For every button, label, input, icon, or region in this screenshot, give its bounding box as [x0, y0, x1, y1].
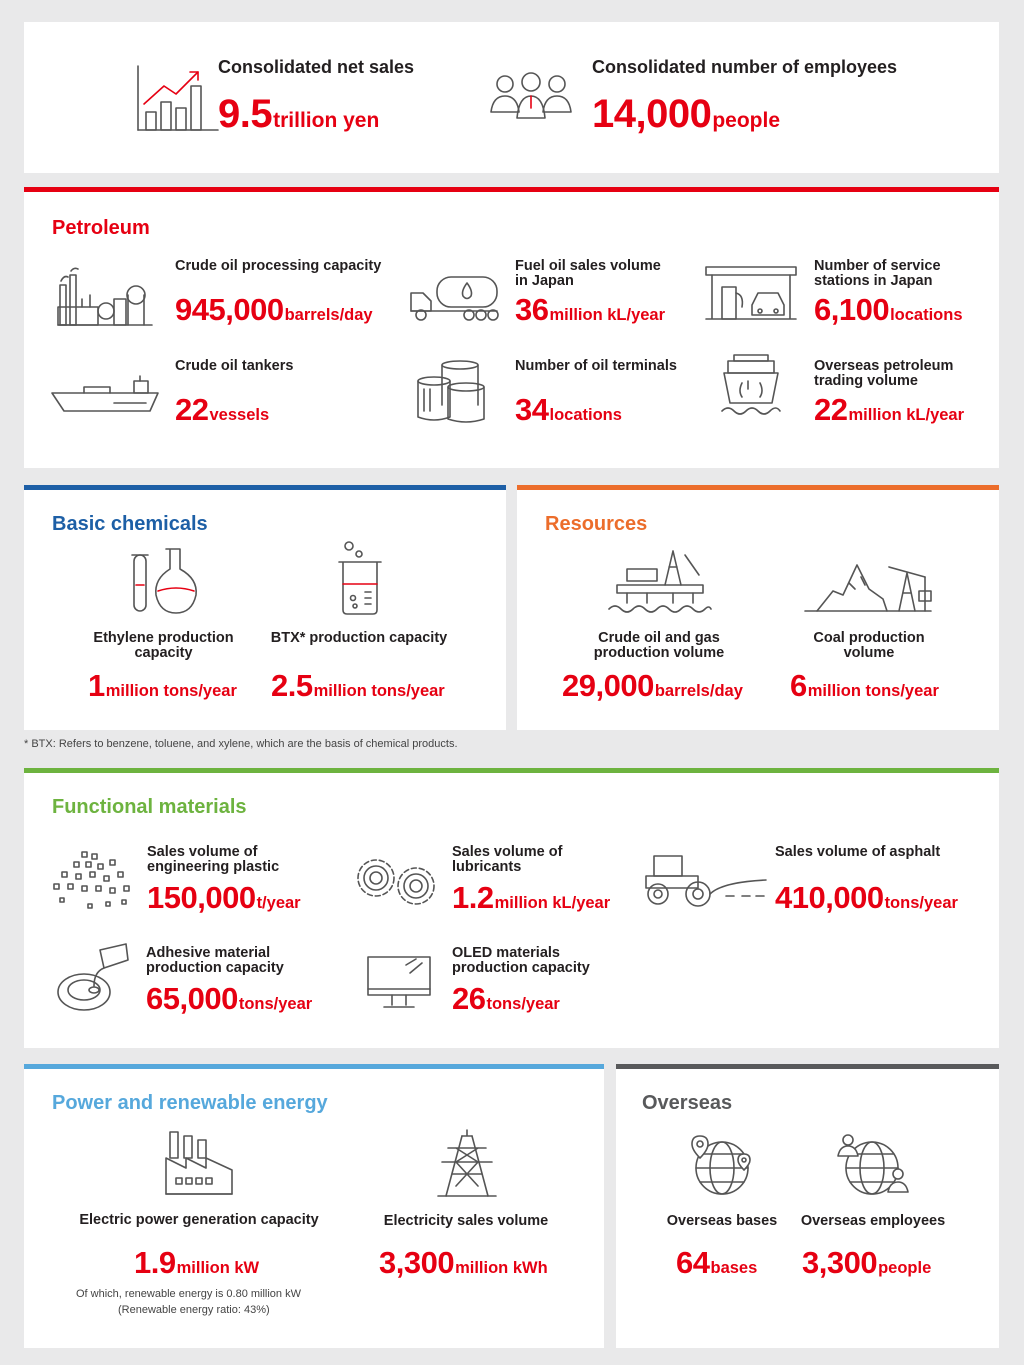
petro-item-5-value: 34locations [515, 392, 622, 427]
fm-item-2-value: 1.2million kL/year [452, 880, 611, 915]
sales-label: Consolidated net sales [218, 57, 415, 77]
tanker-truck-icon [409, 275, 499, 323]
power-card [24, 1064, 604, 1348]
res-item-1-label: Crude oil and gas production volume [593, 630, 725, 661]
fm-item-2-label: Sales volume of lubricants [452, 844, 563, 875]
renewable-note-2: (Renewable energy ratio: 43%) [118, 1304, 270, 1316]
petroleum-card [24, 187, 999, 468]
functional-materials-title: Functional materials [52, 796, 247, 818]
overseas-item-2-value: 3,300people [802, 1245, 932, 1280]
power-accent-bar [24, 1064, 604, 1069]
offshore-platform-icon [607, 549, 713, 615]
fm-item-3-label: Sales volume of asphalt [775, 844, 941, 860]
petro-item-4-label: Crude oil tankers [175, 358, 294, 374]
chem-item-1-label: Ethylene production capacity [93, 630, 234, 661]
fm-item-3-value: 410,000tons/year [775, 880, 958, 915]
petroleum-title: Petroleum [52, 217, 150, 239]
petro-item-6-label: Overseas petroleum trading volume [814, 358, 954, 389]
power-item-1-label: Electric power generation capacity [79, 1212, 319, 1228]
power-plant-icon [164, 1130, 234, 1196]
fm-item-5-label: OLED materials production capacity [452, 945, 590, 976]
basic-chemicals-card [24, 485, 506, 730]
globe-location-icon [688, 1134, 758, 1198]
res-item-2-label: Coal production volume [813, 630, 925, 661]
adhesive-pour-icon [54, 946, 130, 1016]
chem-item-2-value: 2.5million tons/year [271, 668, 445, 703]
power-title: Power and renewable energy [52, 1092, 328, 1114]
overseas-item-1-value: 64bases [676, 1245, 758, 1280]
renewable-note-1: Of which, renewable energy is 0.80 million kW [76, 1288, 301, 1300]
refinery-icon [56, 265, 154, 327]
petro-item-5-label: Number of oil terminals [515, 358, 677, 374]
road-roller-icon [642, 852, 767, 910]
overseas-item-2-label: Overseas employees [800, 1213, 946, 1229]
transmission-tower-icon [432, 1128, 502, 1198]
service-station-icon [704, 265, 799, 321]
functional-materials-accent-bar [24, 768, 999, 773]
fm-item-1-value: 150,000t/year [147, 880, 301, 915]
res-item-1-value: 29,000barrels/day [562, 668, 743, 703]
petro-item-4-value: 22vessels [175, 392, 270, 427]
overseas-title: Overseas [642, 1092, 733, 1114]
power-item-2-label: Electricity sales volume [383, 1213, 549, 1229]
petro-item-2-label: Fuel oil sales volume in Japan [515, 258, 661, 289]
employees-label: Consolidated number of employees [592, 57, 898, 77]
employees-value: 14,000people [592, 92, 781, 136]
summary-card [24, 22, 999, 173]
basic-chemicals-accent-bar [24, 485, 506, 490]
beaker-icon [337, 540, 383, 616]
globe-people-icon [836, 1134, 908, 1198]
chem-item-1-value: 1million tons/year [88, 668, 237, 703]
functional-materials-card [24, 768, 999, 1048]
res-item-2-value: 6million tons/year [790, 668, 939, 703]
plastic-pellets-icon [52, 850, 132, 912]
oil-tanker-ship-icon [50, 375, 160, 413]
sales-value: 9.5trillion yen [218, 92, 380, 136]
resources-accent-bar [517, 485, 999, 490]
petro-item-3-value: 6,100locations [814, 292, 963, 327]
chem-item-2-label: BTX* production capacity [270, 630, 448, 646]
employees-group-icon [489, 72, 574, 127]
fm-item-1-label: Sales volume of engineering plastic [147, 844, 280, 875]
sales-chart-icon [136, 64, 221, 132]
trading-ship-icon [720, 353, 782, 419]
power-item-1-value: 1.9million kW [134, 1245, 260, 1280]
oil-terminal-tanks-icon [416, 359, 488, 425]
fm-item-5-value: 26tons/year [452, 981, 560, 1016]
overseas-accent-bar [616, 1064, 999, 1069]
coal-mine-pump-icon [803, 551, 933, 613]
resources-title: Resources [545, 513, 648, 535]
basic-chemicals-title: Basic chemicals [52, 513, 208, 535]
petro-item-2-value: 36million kL/year [515, 292, 666, 327]
petro-item-3-label: Number of service stations in Japan [814, 258, 941, 289]
flask-test-tube-icon [130, 545, 198, 615]
petroleum-accent-bar [24, 187, 999, 192]
petro-item-1-value: 945,000barrels/day [175, 292, 373, 327]
petro-item-1-label: Crude oil processing capacity [175, 258, 382, 274]
petro-item-6-value: 22million kL/year [814, 392, 965, 427]
gears-icon [350, 852, 440, 910]
resources-card [517, 485, 999, 730]
btx-footnote: * BTX: Refers to benzene, toluene, and xylene, which are the basis of chemical products. [24, 738, 458, 750]
overseas-card [616, 1064, 999, 1348]
fm-item-4-value: 65,000tons/year [146, 981, 313, 1016]
power-item-2-value: 3,300million kWh [379, 1245, 548, 1280]
overseas-item-1-label: Overseas bases [666, 1213, 778, 1229]
fm-item-4-label: Adhesive material production capacity [146, 945, 284, 976]
oled-monitor-icon [366, 955, 432, 1011]
